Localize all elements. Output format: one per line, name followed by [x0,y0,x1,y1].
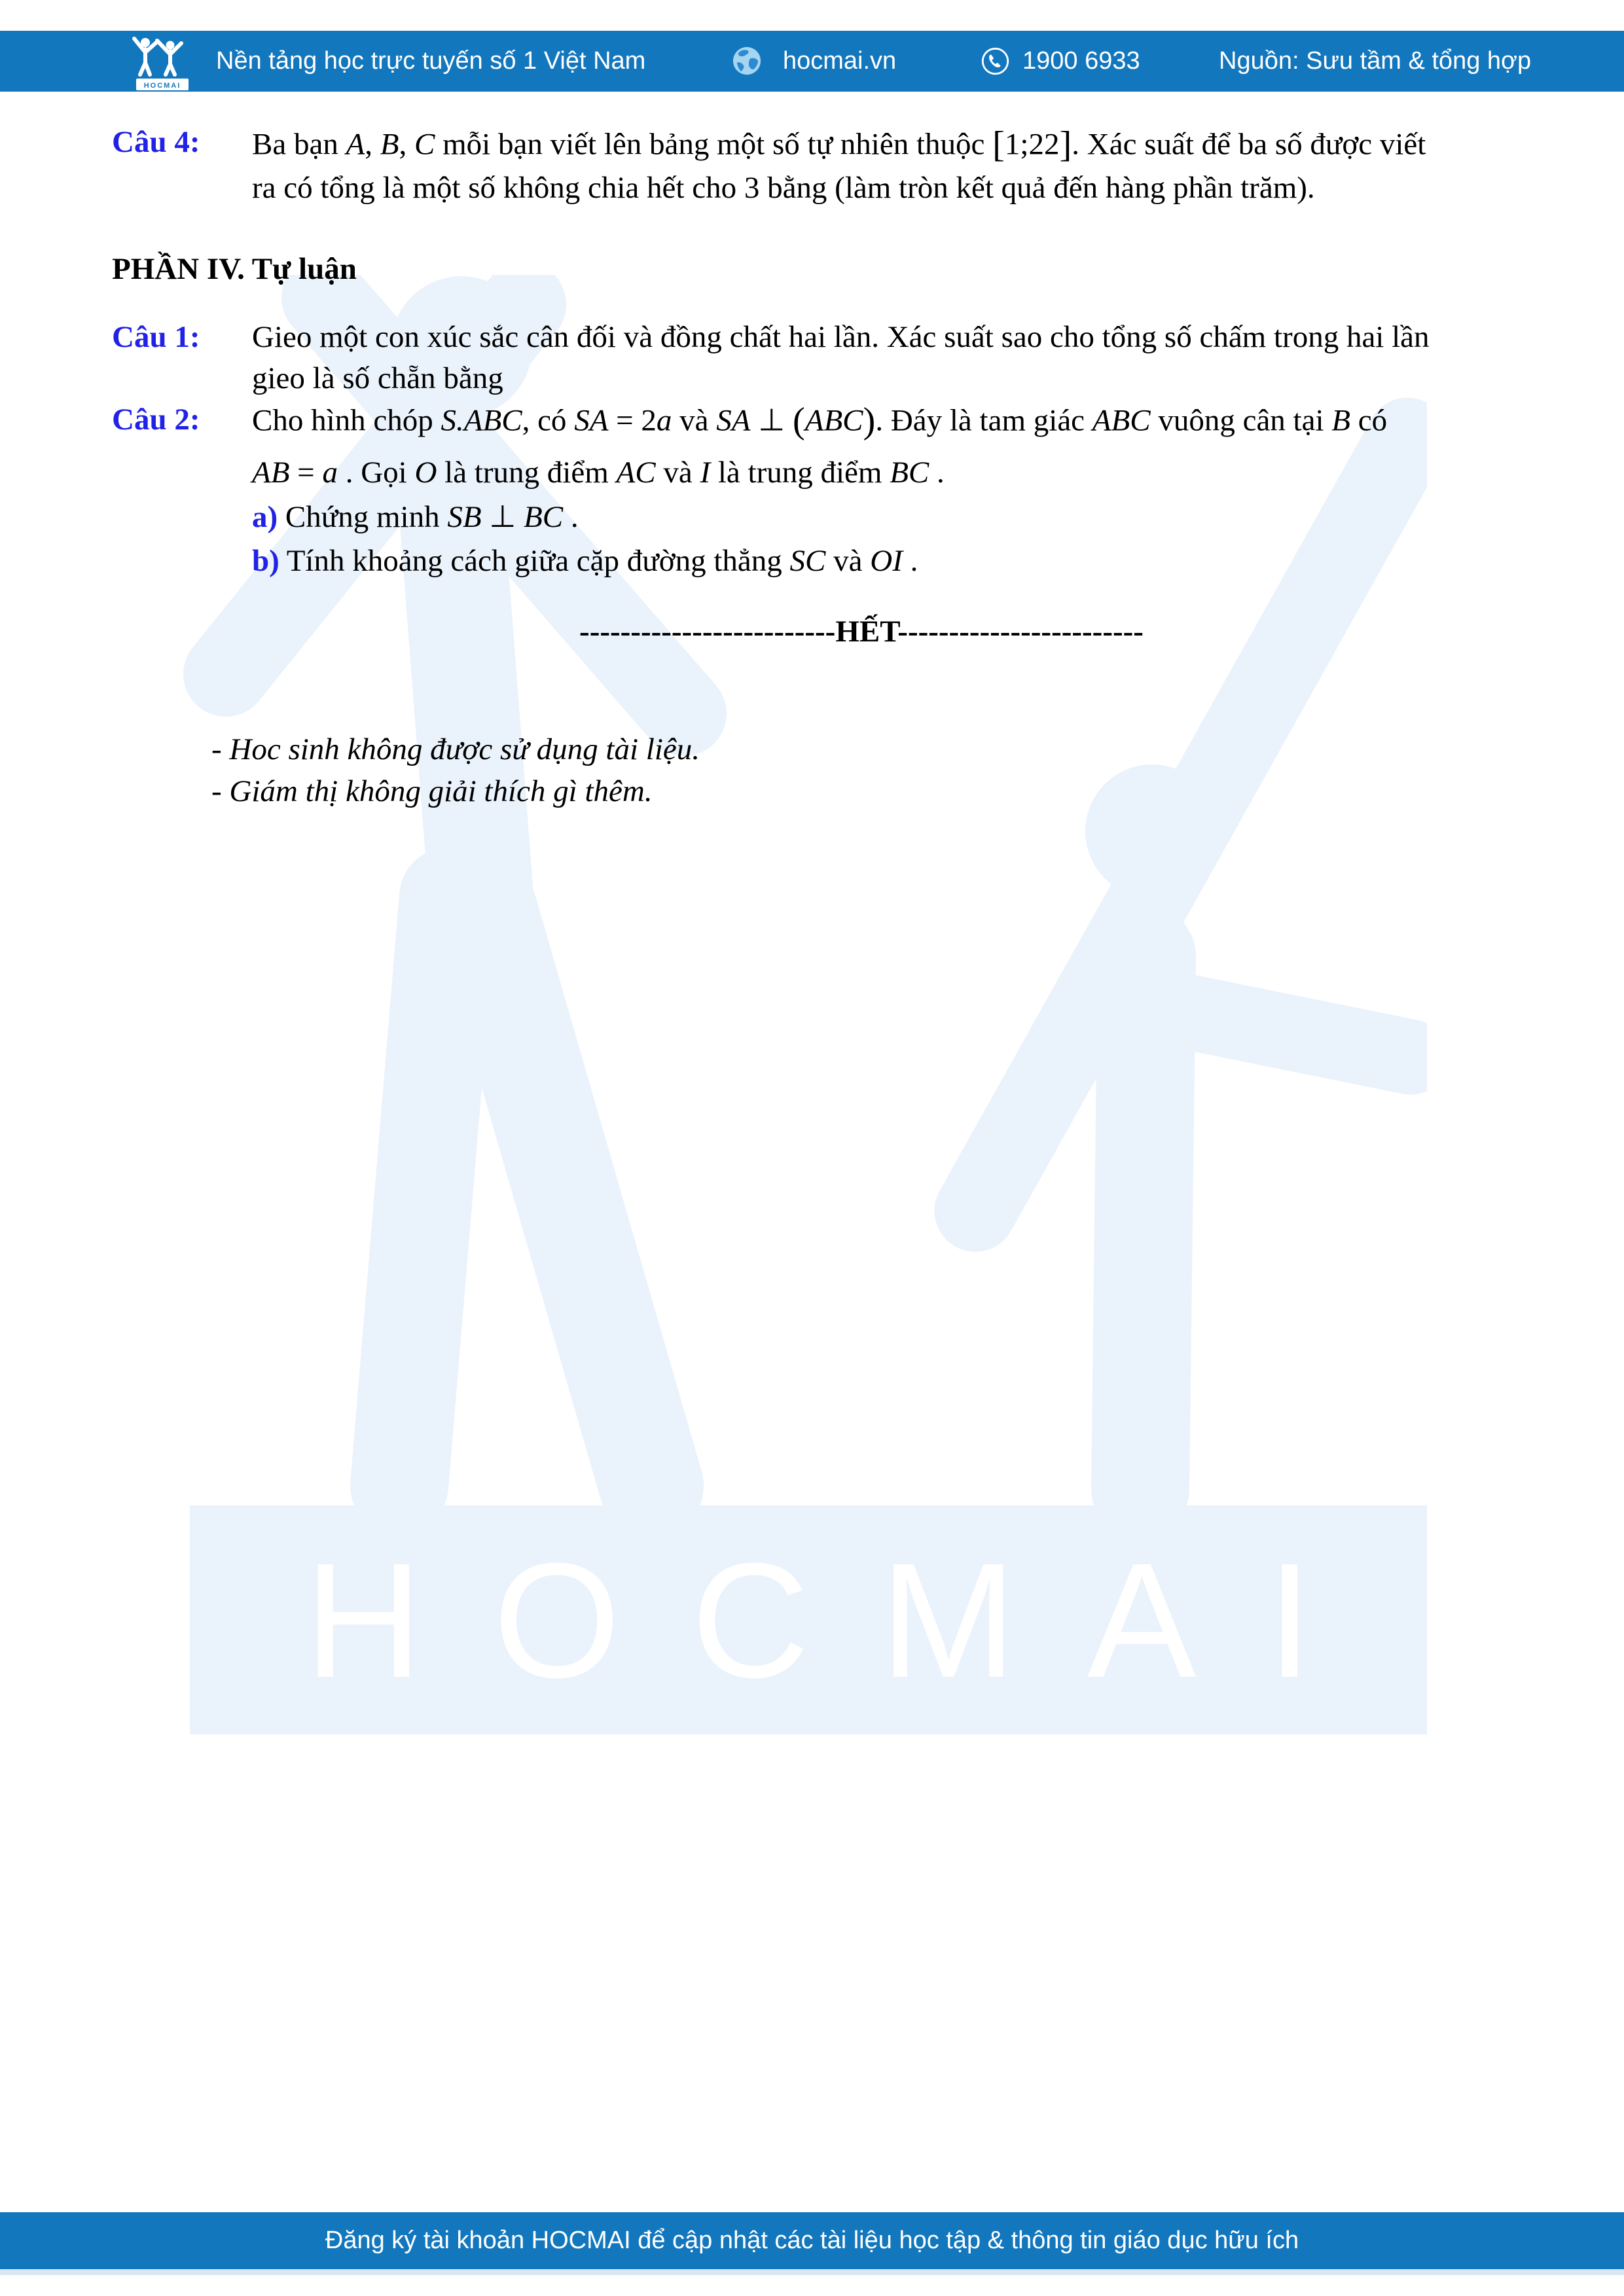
website-text: hocmai.vn [783,47,897,75]
divider-dashes-right: ------------------------ [897,615,1144,649]
question-1-label: Câu 1: [112,320,200,354]
globe-icon [732,46,762,76]
subquestion-a-line [252,498,579,537]
subquestion-b-line [252,542,918,581]
question-4-line-1: Ba bạn A, B, C mỗi bạn viết lên bảng một số tự nhiên thuộc [1;22]. Xác suất để ba số được viết [252,124,1426,165]
note-no-materials: - Hoc sinh không được sử dụng tài liệu. [211,732,700,766]
footer-bar [0,2212,1624,2269]
question-4-line-2: ra có tổng là một số không chia hết cho 3 bằng (làm tròn kết quả đến hàng phần trăm). [252,171,1315,205]
footer-accent-strip [0,2269,1624,2275]
divider-dashes-left: ------------------------- [579,615,836,649]
end-divider [207,613,1516,651]
source-credit: Nguồn: Sưu tầm & tổng hợp [1219,47,1532,75]
watermark-hocmai-box [190,1505,1427,1734]
header-tagline: Nền tảng học trực tuyến số 1 Việt Nam [216,47,646,75]
question-1-line-1: Gieo một con xúc sắc cân đối và đồng chất hai lần. Xác suất sao cho tổng số chấm trong hai lần [252,320,1430,354]
question-2-label: Câu 2: [112,403,200,437]
phone-icon [981,46,1010,76]
subquestion-b-label: b) [252,544,280,578]
logo-wordmark: HOCMAI [143,82,181,90]
subquestion-a-text: Chứng minh SB ⊥ BC . [278,500,579,534]
question-4-label: Câu 4: [112,125,200,159]
question-2-line-1: Cho hình chóp S.ABC, có SA = 2a và SA ⊥ (ABC). Đáy là tam giác ABC vuông cân tại B có [252,401,1388,441]
header-bar [0,31,1624,92]
subquestion-b-text: Tính khoảng cách giữa cặp đường thẳng SC và OI . [279,544,918,578]
subquestion-a-label: a) [252,500,278,534]
question-2-line-2: AB = a . Gọi O là trung điểm AC và I là trung điểm BC . [252,456,945,490]
note-no-explanation: - Giám thị không giải thích gì thêm. [211,774,653,808]
hocmai-logo-icon [130,37,195,92]
question-1-line-2: gieo là số chẵn bằng [252,361,503,395]
divider-label: HẾT [835,615,898,649]
part-4-heading: PHẦN IV. Tự luận [112,252,357,286]
watermark-hocmai-text: HOCMAI [304,1528,1383,1712]
phone-number: 1900 6933 [1022,47,1140,75]
footer-text: Đăng ký tài khoản HOCMAI để cập nhật các tài liệu học tập & thông tin giáo dục hữu ích [325,2227,1299,2254]
